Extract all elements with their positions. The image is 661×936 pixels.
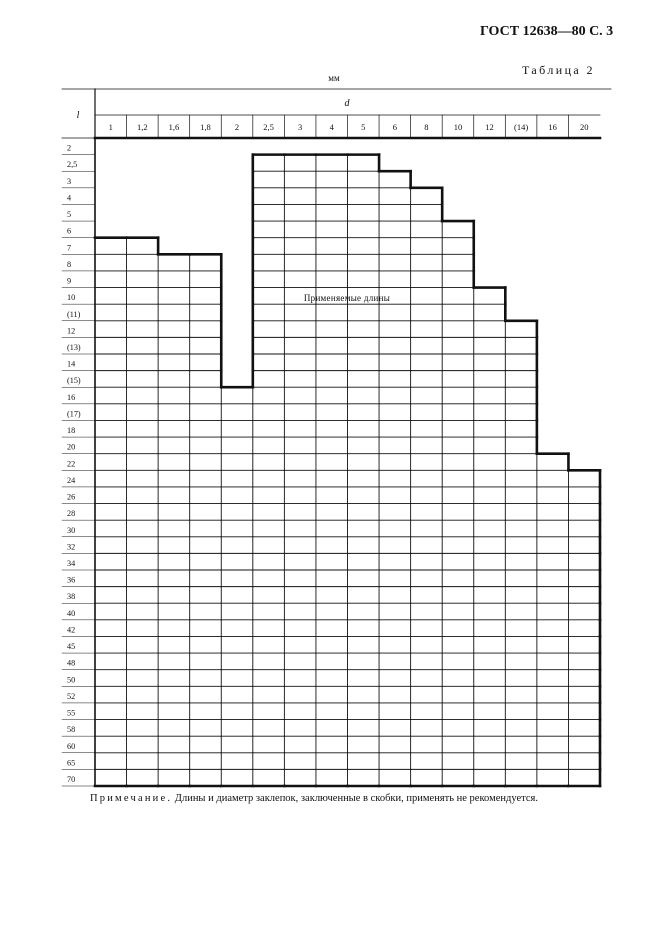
note-text: Длины и диаметр заклепок, заключенные в скобки, применять не рекомендуется. xyxy=(172,793,538,804)
length-20: 22 xyxy=(67,459,76,469)
length-25: 32 xyxy=(67,542,76,552)
length-10: 10 xyxy=(67,293,76,303)
length-16: 16 xyxy=(67,392,76,402)
table-note xyxy=(90,793,538,804)
diameter-3: 1,6 xyxy=(168,122,180,132)
diameter-12: 10 xyxy=(453,122,463,132)
diameter-11: 8 xyxy=(424,122,429,132)
length-7: 7 xyxy=(67,243,72,253)
length-33: 50 xyxy=(67,675,76,685)
length-symbol: l xyxy=(76,110,80,121)
length-36: 58 xyxy=(67,725,76,735)
diameter-14: (14) xyxy=(514,122,529,132)
length-37: 60 xyxy=(67,741,76,751)
length-3: 3 xyxy=(67,176,72,186)
length-35: 55 xyxy=(67,708,76,718)
length-34: 52 xyxy=(67,691,76,701)
length-38: 65 xyxy=(67,758,76,768)
length-30: 42 xyxy=(67,625,76,635)
length-32: 48 xyxy=(67,658,76,668)
diameter-10: 6 xyxy=(392,122,397,132)
length-27: 36 xyxy=(67,575,76,585)
length-24: 30 xyxy=(67,525,76,535)
length-17: (17) xyxy=(67,409,81,419)
length-28: 38 xyxy=(67,592,76,602)
length-29: 40 xyxy=(67,608,76,618)
region-label: Применяемые длины xyxy=(303,293,391,303)
length-8: 8 xyxy=(67,259,72,269)
length-4: 4 xyxy=(67,193,72,203)
diameter-16: 20 xyxy=(579,122,589,132)
diameter-13: 12 xyxy=(485,122,494,132)
length-9: 9 xyxy=(67,276,72,286)
page-header: ГОСТ 12638—80 С. 3 xyxy=(480,24,614,39)
length-2: 2,5 xyxy=(67,160,78,170)
diameter-4: 1,8 xyxy=(200,122,211,132)
length-22: 26 xyxy=(67,492,76,502)
diameter-2: 1,2 xyxy=(137,122,148,132)
diameter-9: 5 xyxy=(361,122,366,132)
length-15: (15) xyxy=(67,376,81,386)
length-5: 5 xyxy=(67,210,72,220)
length-1: 2 xyxy=(67,143,72,153)
length-23: 28 xyxy=(67,509,76,519)
diameter-15: 16 xyxy=(548,122,557,132)
diameter-6: 2,5 xyxy=(263,122,274,132)
table-caption: Таблица 2 xyxy=(522,63,595,77)
length-21: 24 xyxy=(67,475,76,485)
length-13: (13) xyxy=(67,343,81,352)
length-11: (11) xyxy=(67,309,81,319)
note-prefix: Примечание. xyxy=(90,793,173,804)
diameter-1: 1 xyxy=(108,122,113,132)
diameter-symbol: d xyxy=(344,98,350,109)
length-12: 12 xyxy=(67,326,76,336)
diameter-8: 4 xyxy=(329,122,334,132)
length-14: 14 xyxy=(67,359,76,369)
length-19: 20 xyxy=(67,442,76,452)
length-31: 45 xyxy=(67,642,76,652)
length-18: 18 xyxy=(67,426,76,436)
diameter-5: 2 xyxy=(234,122,240,132)
unit-label: мм xyxy=(328,73,340,83)
length-39: 70 xyxy=(67,775,76,784)
diameter-7: 3 xyxy=(298,122,303,132)
length-6: 6 xyxy=(67,226,72,236)
length-26: 34 xyxy=(67,559,76,568)
